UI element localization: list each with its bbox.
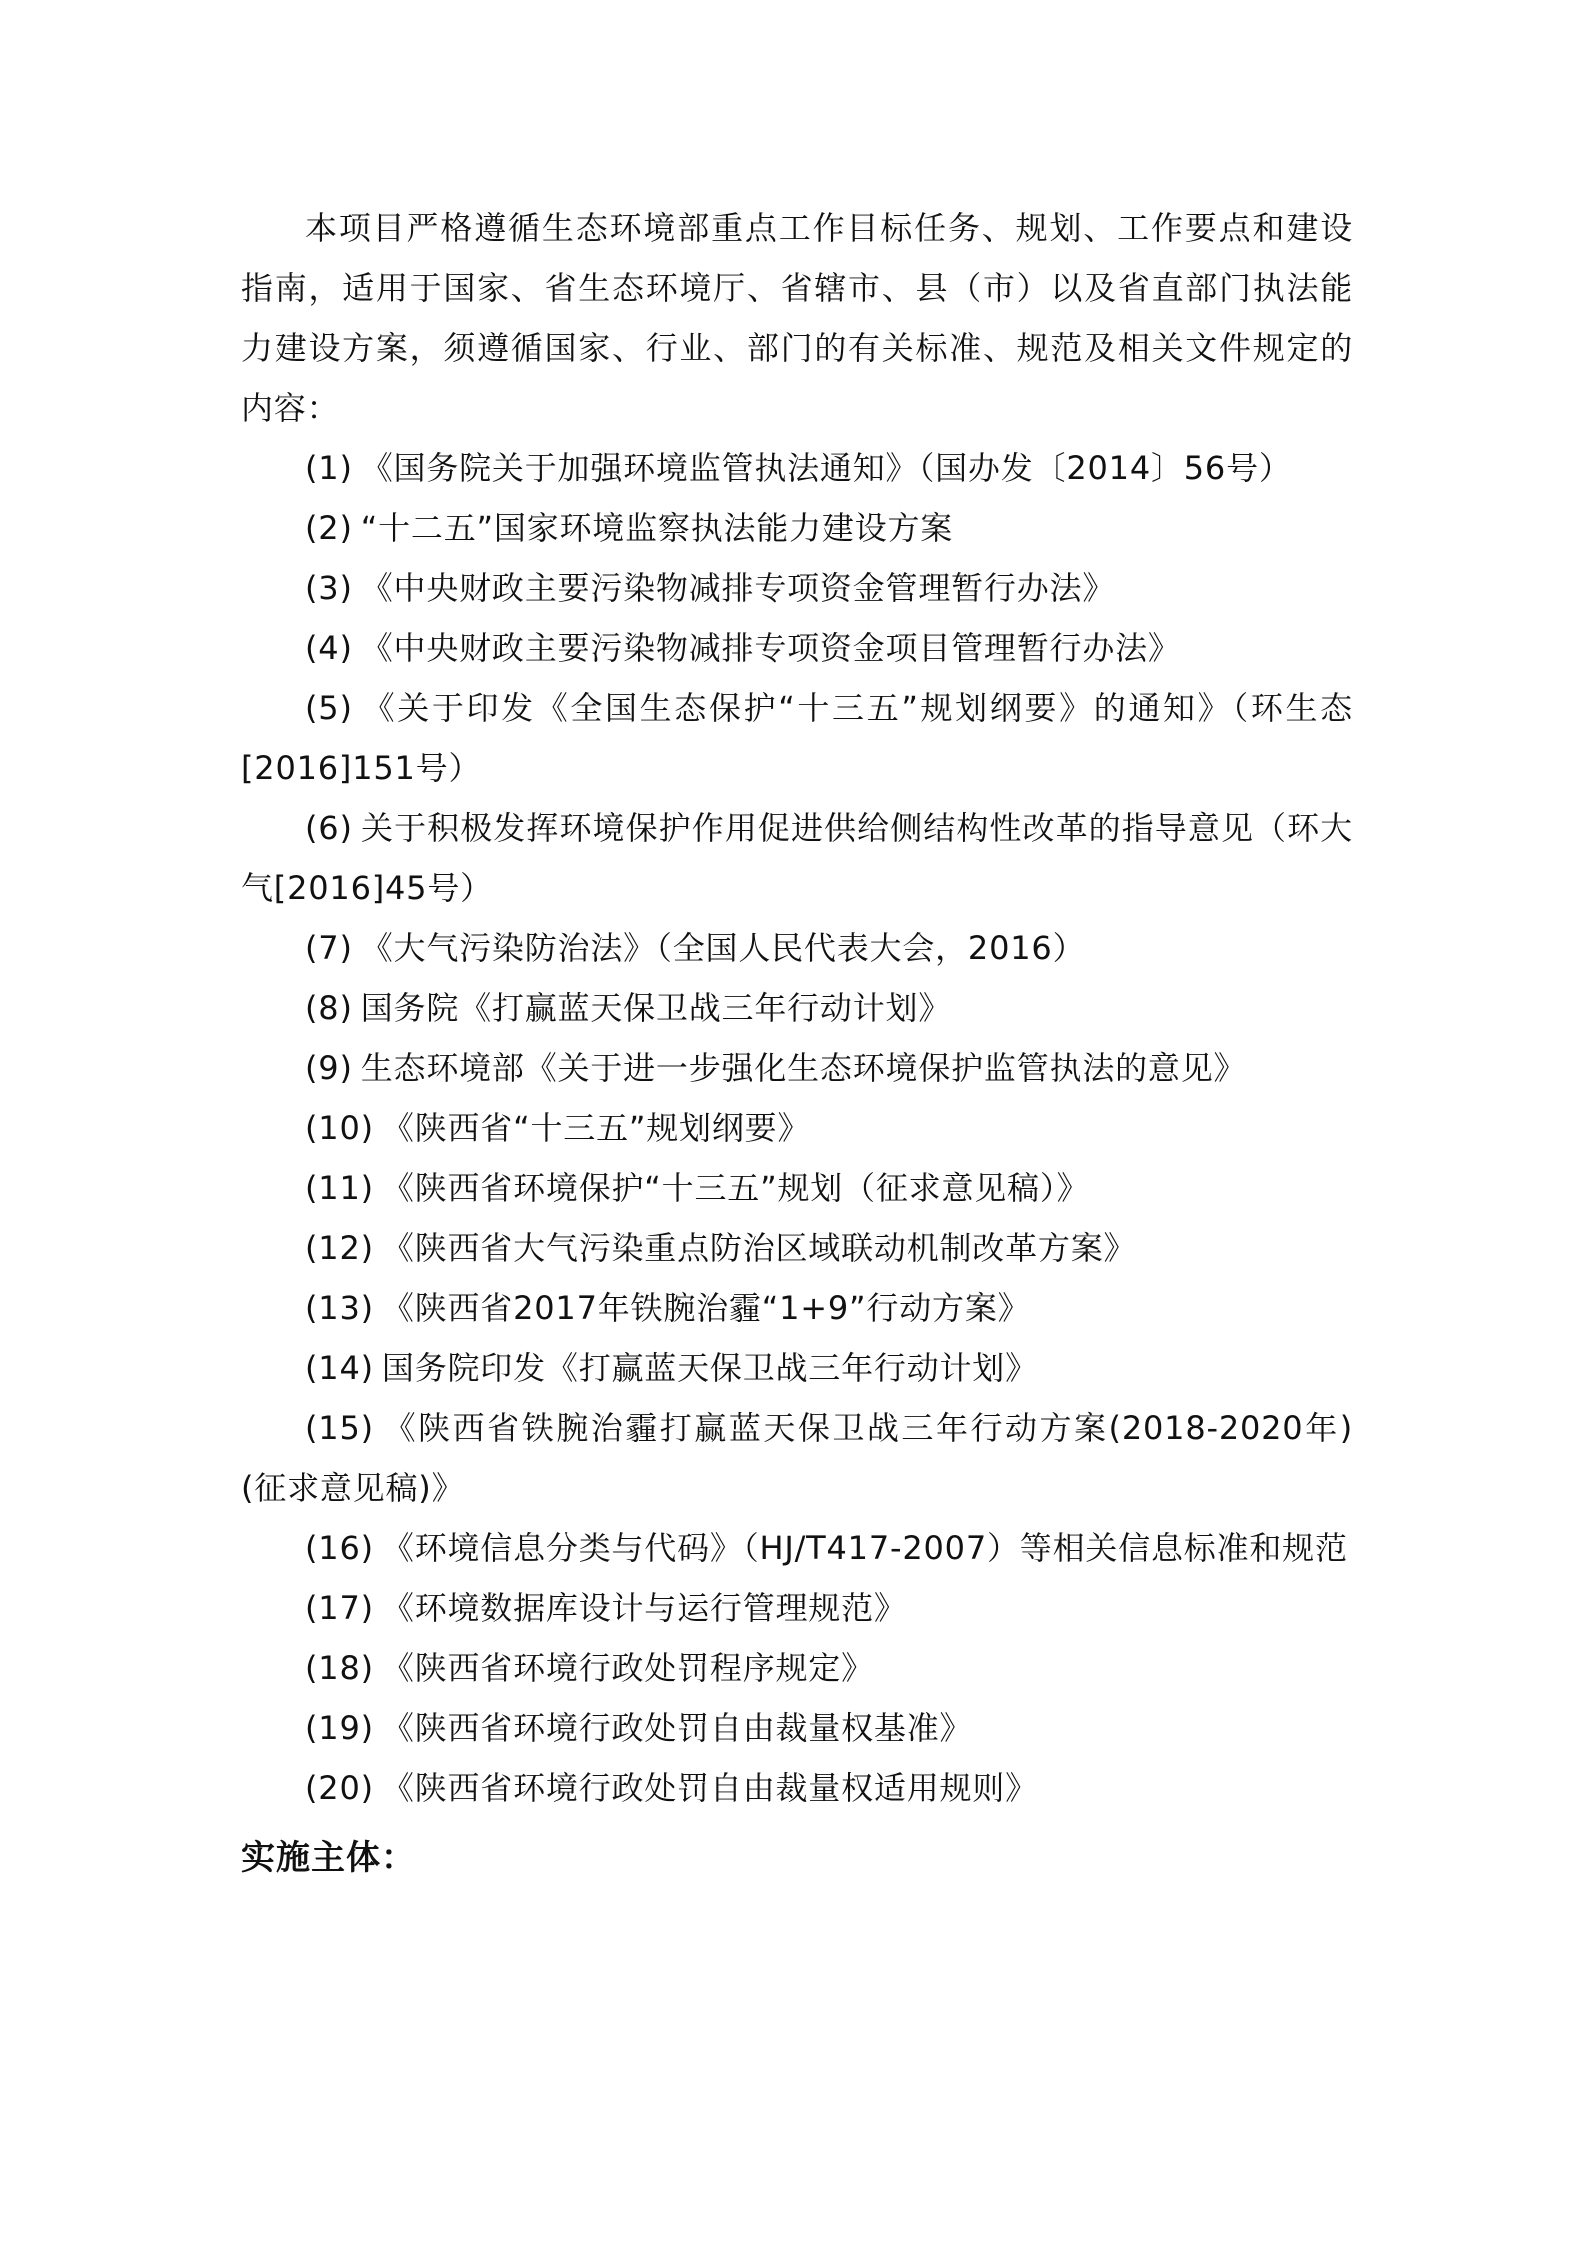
list-item [241,1398,1353,1518]
list-item [241,618,1353,678]
document-body [241,198,1353,1890]
item-number: (2) [305,509,353,547]
regulation-list [241,438,1353,1818]
intro-paragraph: 本项目严格遵循生态环境部重点工作目标任务、规划、工作要点和建设指南，适用于国家、省生态环境厅、省辖市、县（市）以及省直部门执法能力建设方案，须遵循国家、行业、部门的有关标准、规范及相关文件规定的内容： [241,209,1353,427]
item-text: 《陕西省“十三五”规划纲要》 [381,1109,811,1147]
item-number: (3) [305,569,353,607]
item-number: (20) [305,1769,374,1807]
item-text: 国务院《打赢蓝天保卫战三年行动计划》 [360,989,952,1027]
item-text: 《陕西省铁腕治霾打赢蓝天保卫战三年行动方案(2018-2020年)(征求意见稿)》 [241,1409,1353,1507]
list-item [241,1338,1353,1398]
list-item [241,1278,1353,1338]
item-number: (7) [305,929,353,967]
list-item [241,558,1353,618]
item-text: 《关于印发《全国生态保护“十三五”规划纲要》的通知》（环生态[2016]151号） [241,689,1353,787]
item-number: (6) [305,809,353,847]
list-item [241,438,1353,498]
item-number: (8) [305,989,353,1027]
item-text: 生态环境部《关于进一步强化生态环境保护监管执法的意见》 [360,1049,1247,1087]
list-item [241,498,1353,558]
list-item [241,1578,1353,1638]
item-text: 《中央财政主要污染物减排专项资金管理暂行办法》 [360,569,1116,607]
list-item [241,1218,1353,1278]
item-text: 《环境数据库设计与运行管理规范》 [381,1589,907,1627]
item-number: (9) [305,1049,353,1087]
item-number: (14) [305,1349,374,1387]
list-item [241,1698,1353,1758]
item-text: “十二五”国家环境监察执法能力建设方案 [360,509,954,547]
list-item [241,1518,1353,1578]
section-heading: 实施主体： [241,1838,416,1878]
item-text: 《陕西省环境行政处罚程序规定》 [381,1649,874,1687]
item-text: 《陕西省环境行政处罚自由裁量权适用规则》 [381,1769,1038,1807]
item-text: 《陕西省2017年铁腕治霾“1+9”行动方案》 [381,1289,1031,1327]
item-text: 《环境信息分类与代码》（HJ/T417-2007）等相关信息标准和规范 [381,1529,1348,1567]
item-text: 《大气污染防治法》（全国人民代表大会，2016） [360,929,1086,967]
item-number: (12) [305,1229,374,1267]
item-number: (19) [305,1709,374,1747]
item-number: (10) [305,1109,374,1147]
item-number: (1) [305,449,353,487]
item-text: 《国务院关于加强环境监管执法通知》（国办发〔2014〕56号） [360,449,1292,487]
list-item [241,1038,1353,1098]
item-number: (5) [305,689,353,727]
item-number: (18) [305,1649,374,1687]
item-number: (16) [305,1529,374,1567]
item-number: (13) [305,1289,374,1327]
item-text: 《陕西省环境保护“十三五”规划（征求意见稿）》 [381,1169,1090,1207]
list-item [241,798,1353,918]
item-text: 关于积极发挥环境保护作用促进供给侧结构性改革的指导意见（环大气[2016]45号） [241,809,1353,907]
item-text: 《中央财政主要污染物减排专项资金项目管理暂行办法》 [360,629,1181,667]
list-item [241,1638,1353,1698]
item-text: 《陕西省大气污染重点防治区域联动机制改革方案》 [381,1229,1137,1267]
list-item [241,918,1353,978]
item-text: 国务院印发《打赢蓝天保卫战三年行动计划》 [381,1349,1038,1387]
list-item [241,1758,1353,1818]
item-number: (15) [305,1409,374,1447]
item-number: (17) [305,1589,374,1627]
item-text: 《陕西省环境行政处罚自由裁量权基准》 [381,1709,973,1747]
list-item [241,978,1353,1038]
list-item [241,1098,1353,1158]
list-item [241,1158,1353,1218]
item-number: (11) [305,1169,374,1207]
item-number: (4) [305,629,353,667]
list-item [241,678,1353,798]
